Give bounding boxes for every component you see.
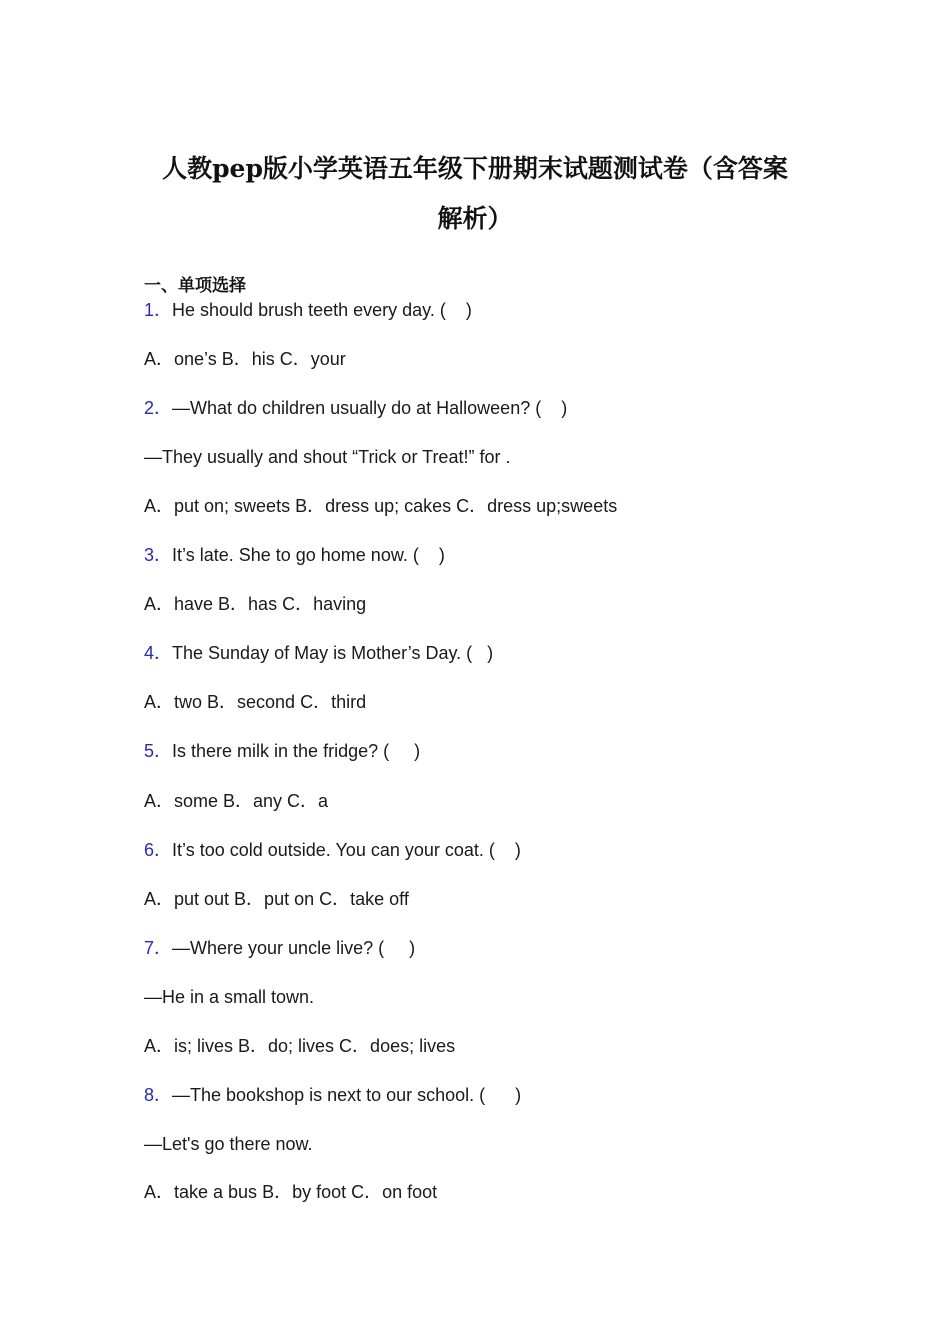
question-stem: —Where your uncle live? ( ) xyxy=(172,938,416,958)
question-stem: —The bookshop is next to our school. ( ) xyxy=(172,1085,522,1105)
question-number: 7． xyxy=(144,938,173,958)
question-3 xyxy=(144,543,445,567)
question-5-options: A．some B．any C．a xyxy=(144,791,329,811)
question-number: 6． xyxy=(144,840,173,860)
question-number: 5． xyxy=(144,741,173,761)
question-stem: Is there milk in the fridge? ( ) xyxy=(172,741,421,761)
question-4 xyxy=(144,641,493,665)
question-stem: It’s late. She to go home now. ( ) xyxy=(172,545,445,565)
question-2 xyxy=(144,396,567,420)
question-1 xyxy=(144,298,472,322)
question-2-dialogue-line: —They usually and shout “Trick or Treat!” for . xyxy=(144,447,511,467)
question-stem: It’s too cold outside. You can your coat. ( ) xyxy=(172,840,521,860)
question-stem: —What do children usually do at Halloween? ( ) xyxy=(172,398,568,418)
question-8-options: A．take a bus B．by foot C．on foot xyxy=(144,1182,438,1202)
question-7-dialogue-line: —He in a small town. xyxy=(144,987,315,1007)
question-4-options: A．two B．second C．third xyxy=(144,692,367,712)
question-number: 2． xyxy=(144,398,173,418)
question-5 xyxy=(144,739,420,763)
question-7 xyxy=(144,936,415,960)
question-8 xyxy=(144,1083,521,1107)
question-8-dialogue-line: —Let's go there now. xyxy=(144,1134,313,1154)
question-2-options: A．put on; sweets B．dress up; cakes C．dress up;sweets xyxy=(144,496,618,516)
question-number: 3． xyxy=(144,545,173,565)
question-number: 1． xyxy=(144,300,173,320)
question-number: 8． xyxy=(144,1085,173,1105)
question-stem: The Sunday of May is Mother’s Day. ( ) xyxy=(172,643,494,663)
question-stem: He should brush teeth every day. ( ) xyxy=(172,300,472,320)
document-title-line-1: 人教pep版小学英语五年级下册期末试题测试卷（含答案 xyxy=(162,154,788,183)
question-3-options: A．have B．has C．having xyxy=(144,594,367,614)
question-number: 4． xyxy=(144,643,173,663)
question-1-options: A．one’s B．his C．your xyxy=(144,349,346,369)
document-title-line-2: 解析） xyxy=(437,204,513,233)
section-heading: 一、单项选择 xyxy=(144,276,246,296)
question-6 xyxy=(144,838,521,862)
question-6-options: A．put out B．put on C．take off xyxy=(144,889,409,909)
question-7-options: A．is; lives B．do; lives C．does; lives xyxy=(144,1036,456,1056)
